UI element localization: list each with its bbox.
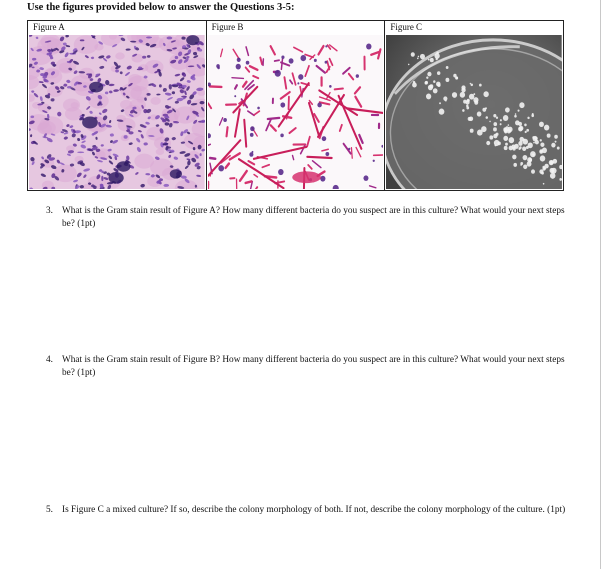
figure-b-label: Figure B [211,22,244,32]
figure-a-label: Figure A [33,22,65,32]
micrograph-a-icon [29,35,205,189]
figure-a-cell [28,21,207,191]
question-5-number: 5. [46,505,53,515]
figure-table [27,20,564,191]
figure-c-image [386,35,562,189]
figure-b-cell [206,21,385,191]
figure-a-image [29,35,205,189]
question-4-number: 4. [46,355,53,365]
question-5 [46,504,571,517]
question-5-text: Is Figure C a mixed culture? If so, describe the colony morphology of both. If not, describe the colony morphology of the culture. (1pt) [62,505,566,515]
question-4-text: What is the Gram stain result of Figure B? How many different bacteria do you suspect are in this culture? What would your next steps be? (1pt) [62,355,565,378]
petri-dish-icon [386,35,562,189]
figure-b-image [208,35,384,189]
figure-c-cell [385,21,564,191]
question-3-number: 3. [46,206,53,216]
micrograph-b-icon [208,35,384,189]
figure-c-label: Figure C [390,22,423,32]
page-heading: Use the figures provided below to answer the Questions 3-5: [27,2,295,13]
question-3-text: What is the Gram stain result of Figure A? How many different bacteria do you suspect are in this culture? What would your next steps be? (1pt) [62,206,565,229]
page-edge [600,0,601,569]
question-4 [46,354,571,379]
question-3 [46,205,571,230]
